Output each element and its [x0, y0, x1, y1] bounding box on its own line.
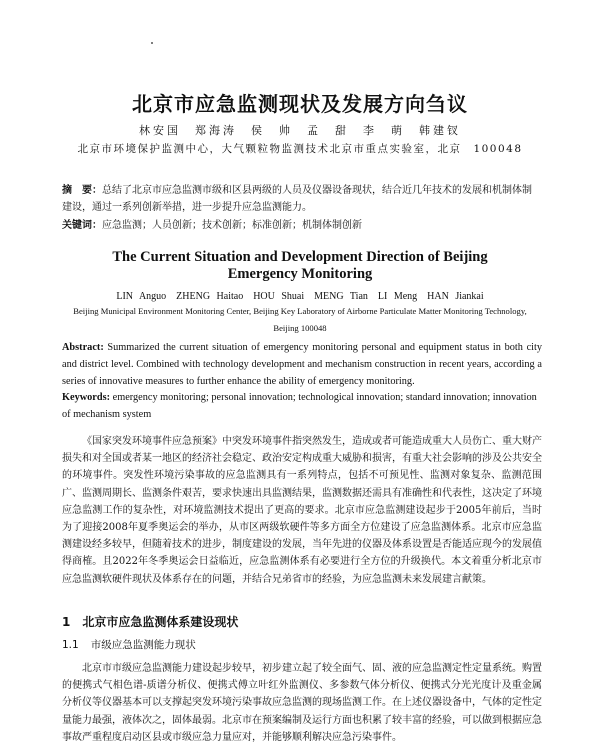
section-1-number: 1 [62, 615, 71, 629]
section-heading-1 [62, 613, 250, 630]
abstract-chinese-text: 总结了北京市应急监测市级和区县两级的人员及仪器设备现状，结合近几年技术的发展和机制体制建设，通过一系列创新举措，进一步提升应急监测能力。 [62, 185, 532, 213]
affiliation-english [50, 303, 550, 337]
affiliation-english-line2: Beijing 100048 [273, 323, 327, 333]
keywords-chinese-text: 应急监测；人员创新；技术创新；标准创新；机制体制创新 [102, 220, 362, 231]
abstract-english [62, 339, 542, 390]
section-1-title: 北京市应急监测体系建设现状 [82, 615, 239, 629]
title-english [0, 249, 600, 283]
title-english-line1: The Current Situation and Development Direction of Beijing [112, 249, 488, 265]
abstract-chinese-label: 摘 要： [62, 185, 102, 196]
title-english-line2: Emergency Monitoring [227, 266, 373, 282]
abstract-chinese [62, 182, 540, 216]
section-heading-1-1 [62, 637, 208, 652]
section-1-1-title: 市级应急监测能力现状 [90, 639, 196, 651]
section-1-1-number: 1.1 [62, 639, 79, 651]
keywords-english-label: Keywords: [62, 392, 111, 403]
intro-paragraph: 《国家突发环境事件应急预案》中突发环境事件指突然发生，造成或者可能造成重大人员伤亡、重大财产损失和对全国或者某一地区的经济社会稳定、政治安定构成重大威胁和损害，有重大社会影响的涉及公共安全的环境事件。突发性环境污染事故的应急监测具有一系列特点，包括不可预见性、监测对象复杂、监测范围广、监测周期长、监测条件艰苦，要求快速出具监测结果，监测数据还需具有准确性和代表性，这决定了环境应急监测工作的复杂性，对环境监测技术提出了更高的要求。北京市应急监测建设起步于2005年前后，当时为了迎接2008年夏季奥运会的举办，从市区两级软硬件等多方面全方位建设了应急监测体系。北京市应急监测建设经多较早，但随着技术的进步，制度建设的发展，当年先进的仪器及体系设置是否能适应现今的发展值得商榷。且2022年冬季奥运会日益临近，应急监测体系有必要进行全方位的升级换代。本文着重分析北京市应急监测软硬件现状及体系存在的问题，并结合兄弟省市的经验，为应急监测未来发展建言献策。 [62, 436, 542, 585]
keywords-chinese-label: 关键词： [62, 220, 102, 231]
affiliation-english-line1: Beijing Municipal Environment Monitoring Center, Beijing Key Laboratory of Airborne Particulate Matter Monitoring Technology, [73, 306, 527, 316]
scan-speck [151, 42, 153, 44]
keywords-english [62, 389, 542, 423]
title-chinese: 北京市应急监测现状及发展方向刍议 [132, 92, 468, 116]
abstract-english-text: Summarized the current situation of emergency monitoring personal and equipment status in both city and district level. Combined with technology development and mechanism construction in recent years, according a series of innovative measures to further enhance the ability of emergency monitoring. [62, 342, 543, 387]
authors-english: LIN Anguo ZHENG Haitao HOU Shuai MENG Tian LI Meng HAN Jiankai [116, 291, 484, 302]
keywords-chinese [62, 216, 540, 231]
abstract-english-label: Abstract: [62, 342, 104, 353]
section-1-1-paragraph: 北京市市级应急监测能力建设起步较早，初步建立起了较全面气、固、液的应急监测定性定量系统。购置的便携式气相色谱-质谱分析仪、便携式傅立叶红外监测仪、多参数气体分析仪、便携式分光光度计及重金属分析仪等仪器基本可以支撑起突发环境污染事故应急监测的现场监测工作。在上述仪器设备中，气体的定性定量能力最强，液体次之，固体最弱。北京市在预案编制及运行方面也积累了较丰富的经验，可以做到根据应急事故严重程度启动区县或市级应急力量应对，并能够顺利解决应急污染事件。 [62, 663, 542, 743]
affiliation-chinese: 北京市环境保护监测中心，大气颗粒物监测技术北京市重点实验室，北京 100048 [77, 143, 523, 155]
authors-chinese: 林安国 郑海涛 侯 帅 孟 甜 李 萌 韩建钗 [139, 124, 461, 137]
keywords-english-text: emergency monitoring; personal innovation; technological innovation; standard innovation; innovation of mechanism system [62, 392, 537, 420]
